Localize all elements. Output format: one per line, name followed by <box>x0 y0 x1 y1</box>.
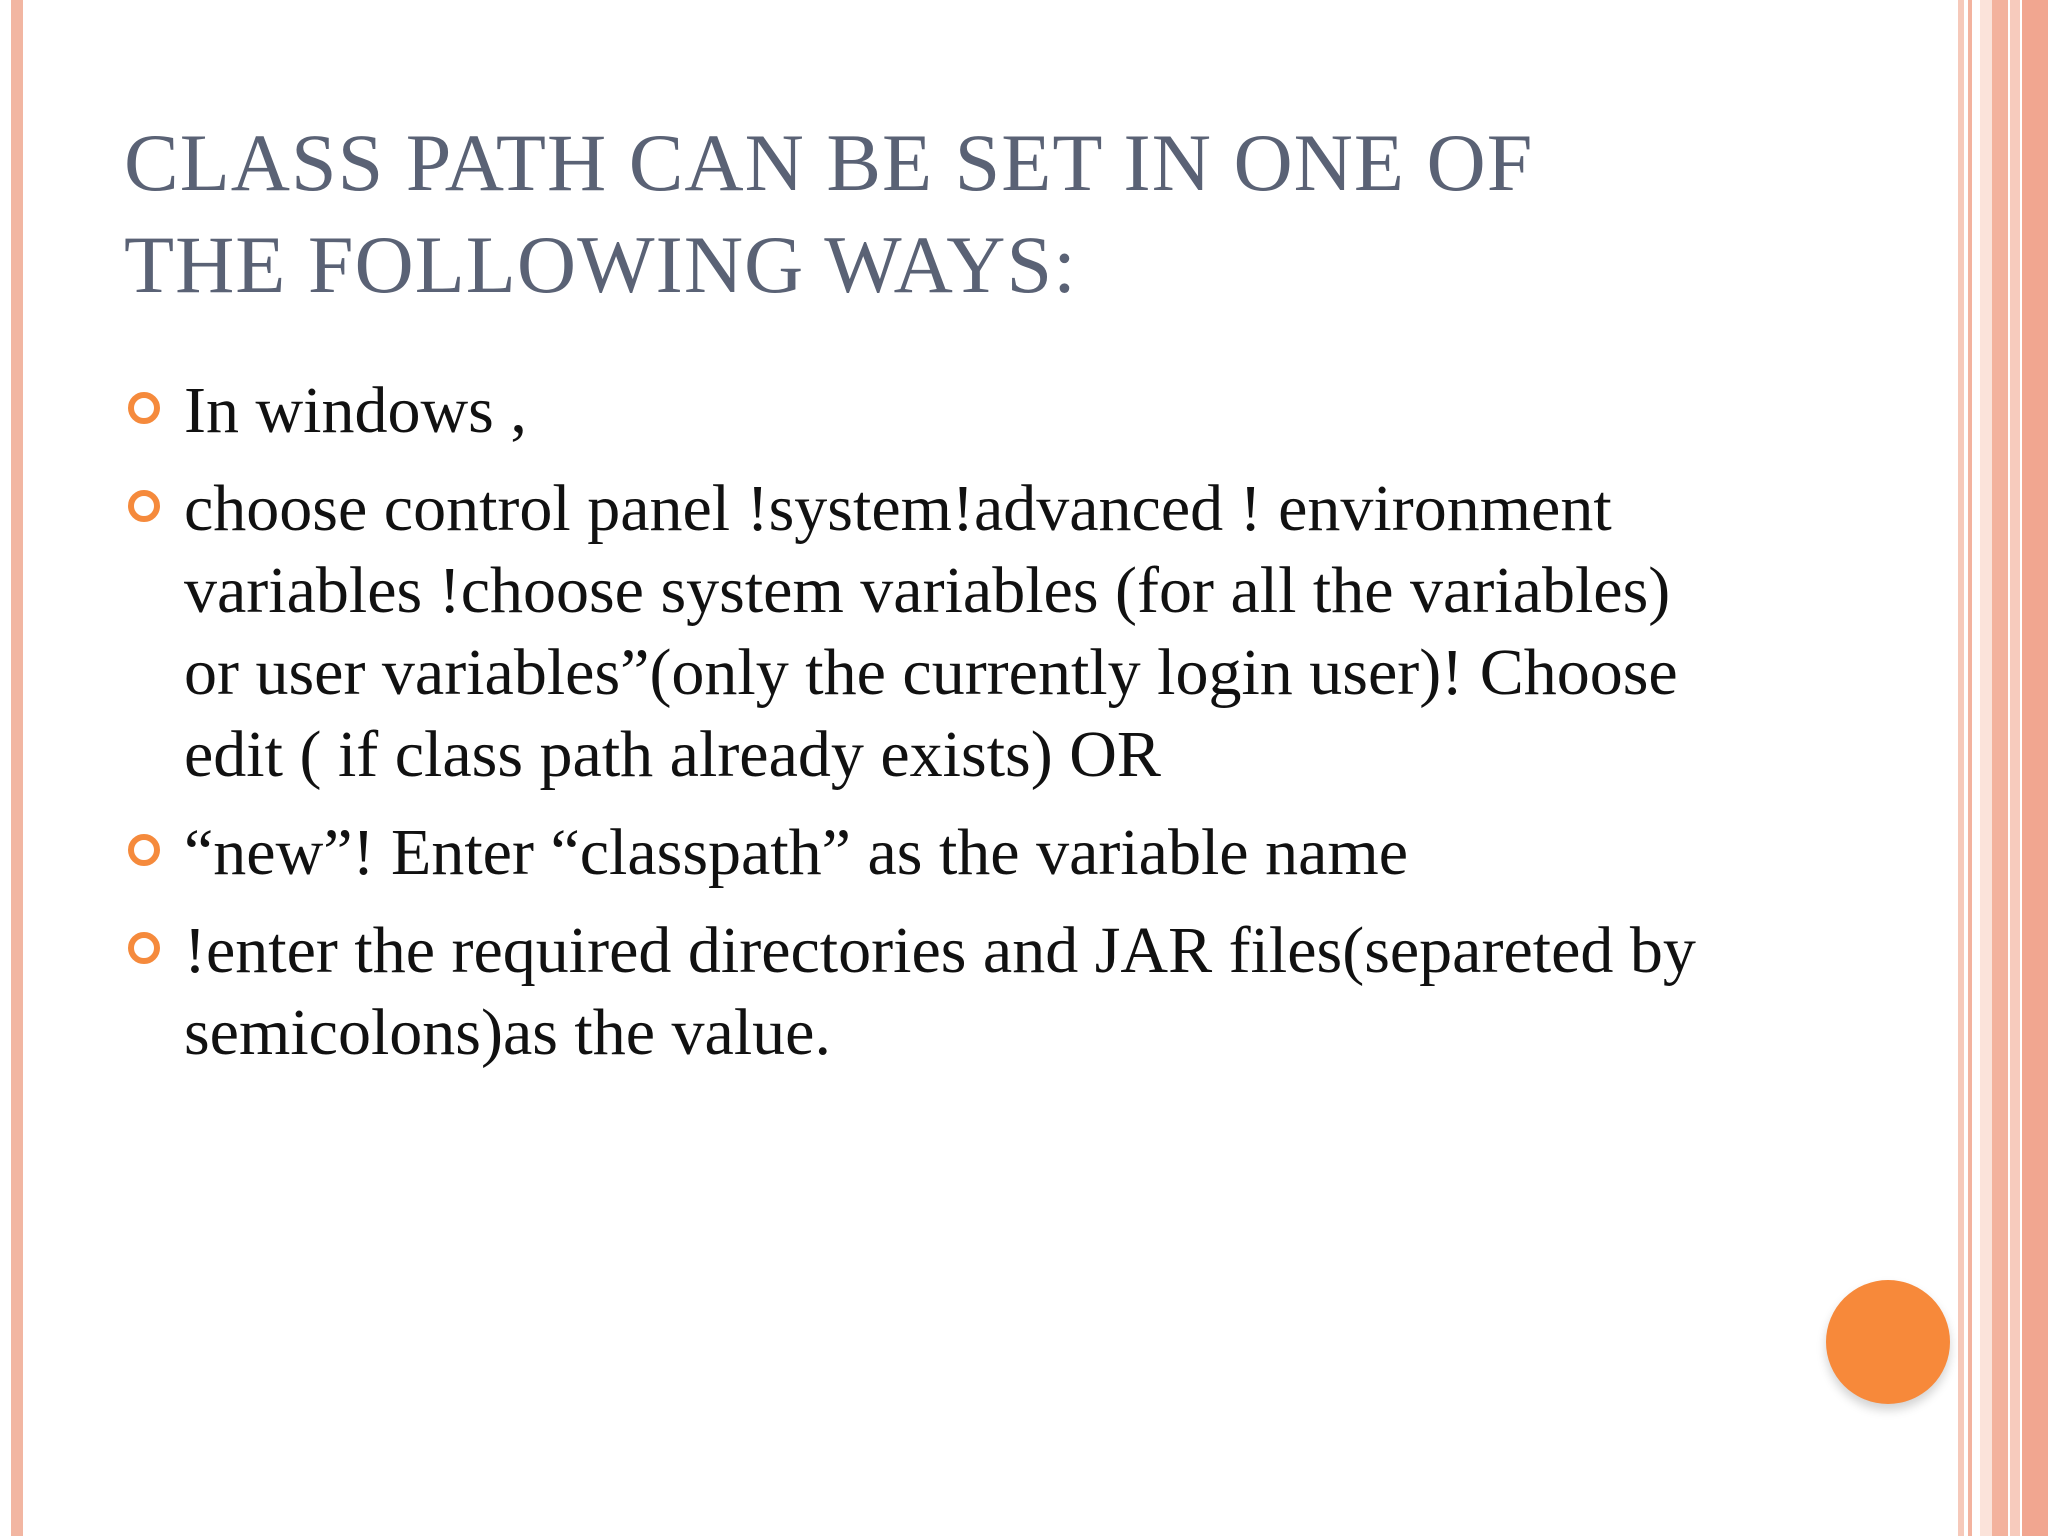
stripe <box>2022 0 2048 1536</box>
stripe <box>2010 0 2020 1536</box>
ring-bullet-icon <box>128 490 160 522</box>
ring-bullet-icon <box>128 392 160 424</box>
slide-title <box>124 112 1904 316</box>
title-line-2: THE FOLLOWING WAYS: <box>124 219 1077 310</box>
bullet-item <box>124 370 1724 452</box>
bullet-list <box>124 370 1724 1090</box>
stripe <box>1958 0 1964 1536</box>
right-decorative-stripes <box>1958 0 2048 1536</box>
orange-circle-decoration-icon <box>1826 1280 1950 1404</box>
bullet-text: “new”! Enter “classpath” as the variable name <box>184 816 1409 889</box>
ring-bullet-icon <box>128 834 160 866</box>
stripe <box>1992 0 2008 1536</box>
left-accent-bar <box>11 0 23 1536</box>
bullet-item <box>124 910 1724 1074</box>
bullet-item <box>124 468 1724 796</box>
ring-bullet-icon <box>128 932 160 964</box>
stripe <box>1968 0 1972 1536</box>
title-line-1: CLASS PATH CAN BE SET IN ONE OF <box>124 117 1534 208</box>
bullet-text: choose control panel !system!advanced ! environment variables !choose system variables (for all the variables) or user variables”(only the currently login user)! Choose edit ( if class path already exists) OR <box>184 472 1678 791</box>
bullet-text: !enter the required directories and JAR files(separeted by semicolons)as the value. <box>184 914 1696 1069</box>
bullet-text: In windows , <box>184 374 527 447</box>
bullet-item <box>124 812 1724 894</box>
stripe <box>1980 0 1992 1536</box>
